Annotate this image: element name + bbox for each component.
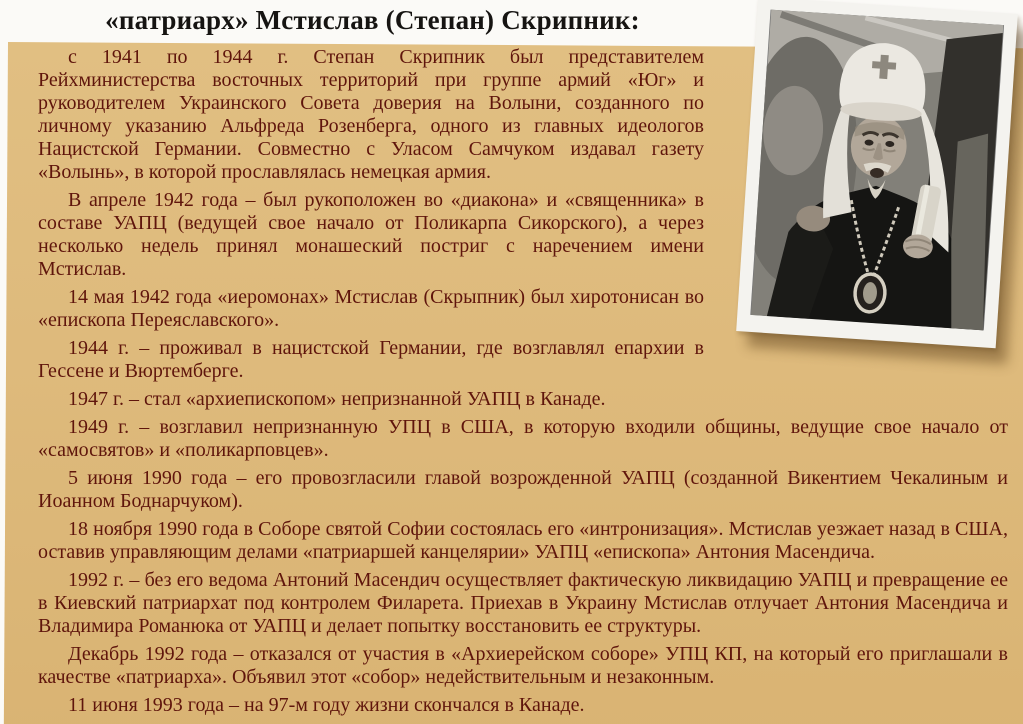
paragraph: 5 июня 1990 года – его провозгласили главой возрожденной УАПЦ (созданной Викентием Чекалиным и Иоанном Боднарчуком). [38, 467, 1008, 512]
paragraph: 1992 г. – без его ведома Антоний Масендич осуществляет фактическую ликвидацию УАПЦ и превращение ее в Киевский патриархат под контролем Филарета. Приехав в Украину Мстислав отлучает Антония Масендича и Владимира Романюка от УАПЦ и делает попытку восстановить ее структуры. [38, 569, 1008, 637]
paragraph: 1949 г. – возглавил непризнанную УПЦ в США, в которую входили общины, ведущие свое начало от «самосвятов» и «поликарповцев». [38, 416, 1008, 461]
portrait-photo-image [750, 10, 1004, 331]
paragraph: 18 ноября 1990 года в Соборе святой Софии состоялась его «интронизация». Мстислав уезжает назад в США, оставив управляющим делами «патриаршей канцелярии» УАПЦ «епископа» Антония Масендича. [38, 518, 1008, 563]
page-title: «патриарх» Мстислав (Степан) Скрипник: [105, 5, 640, 35]
paragraph: с 1941 по 1944 г. Степан Скрипник был представителем Рейхминистерства восточных территорий при группе армий «Юг» и руководителем Украинского Совета доверия на Волыни, созданного по личному указанию Альфреда Розенберга, одного из главных идеологов Нацистской Германии. Совместно с Уласом Самчуком издавал газету «Волынь», в которой прославлялась немецкая армия. [38, 46, 704, 183]
portrait-photo [736, 0, 1018, 348]
paragraph: 14 мая 1942 года «иеромонах» Мстислав (Скрыпник) был хиротонисан во «епископа Переяславского». [38, 286, 704, 331]
paragraph: 1944 г. – проживал в нацистской Германии, где возглавлял епархии в Гессене и Вюртемберге. [38, 337, 704, 382]
paragraph: 1947 г. – стал «архиепископом» непризнанной УАПЦ в Канаде. [68, 388, 606, 410]
paragraph: Декабрь 1992 года – отказался от участия в «Архиерейском соборе» УПЦ КП, на который его приглашали в качестве «патриарха». Объявил этот «собор» недействительным и незаконным. [38, 643, 1008, 688]
paragraph: В апреле 1942 года – был рукоположен во «диакона» и «священника» в составе УАПЦ (ведущей свое начало от Поликарпа Сикорского), а через несколько недель принял монашеский постриг с наречением имени Мстислав. [38, 189, 704, 280]
paragraph: 11 июня 1993 года – на 97-м году жизни скончался в Канаде. [68, 694, 585, 716]
